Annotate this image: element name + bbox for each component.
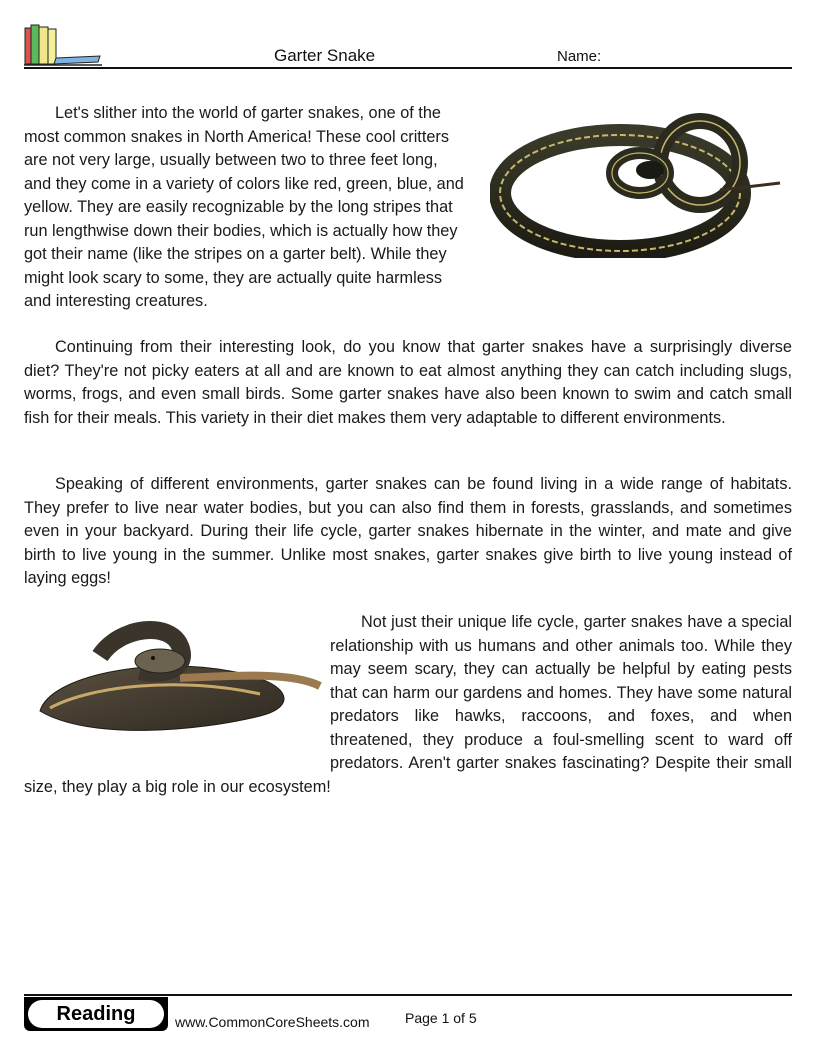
article-paragraph-3: Speaking of different environments, garter snakes can be found living in a wide range of habitats. They prefer to live near water bodies, but you can also find them in forests, grasslands, and sometimes even in your backyard. During their life cycle, garter snakes hibernate in the winter, and mate and give birth to live young in the summer. Unlike most snakes, garter snakes give birth to live young instead of laying eggs!: [24, 475, 792, 587]
footer-divider: [24, 994, 792, 996]
coiled-garter-snake-image: [490, 108, 782, 258]
article-paragraph-2: Continuing from their interesting look, do you know that garter snakes have a surprisingly diverse diet? They're not picky eaters at all and are known to eat almost anything they can catch including slugs, worms, frogs, and even small birds. Some garter snakes have also been known to swim and catch small fish for their meals. This variety in their diet makes them very adaptable to different environments.: [24, 338, 792, 427]
reading-badge: [24, 997, 168, 1031]
image-wrap-spacer: [24, 611, 330, 753]
books-logo-icon: [24, 24, 104, 68]
article-paragraph-4-text: Not just their unique life cycle, garter snakes have a special relationship with us humans and other animals too. While they may seem scary, they can actually be helpful by eating pests that can harm our gardens and homes. They have some natural predators like hawks, raccoons, and foxes, and when threatened, they produce a foul-smelling scent to ward off predators. Aren't garter snakes fascinating? Despite their small size, they play a big role in our ecosystem!: [24, 613, 792, 796]
header-divider: [24, 67, 792, 69]
reading-badge-label: Reading: [28, 1000, 164, 1028]
footer-website: www.CommonCoreSheets.com: [175, 1014, 370, 1030]
page-title: Garter Snake: [274, 46, 376, 65]
footer-page-number: Page 1 of 5: [405, 1010, 477, 1026]
article-paragraph-4: [24, 611, 792, 799]
article-paragraph-1: Let's slither into the world of garter snakes, one of the most common snakes in North America! These cool critters are not very large, usually between two to three feet long, and they come in a variety of colors like red, green, blue, and yellow. They are easily recognizable by the long stripes that run lengthwise down their bodies, which is actually how they got their name (like the stripes on a garter belt). While they might look scary to some, they are actually quite harmless and interesting creatures.: [24, 104, 464, 310]
worksheet-header: [24, 22, 792, 70]
name-label: Name:: [557, 48, 602, 65]
